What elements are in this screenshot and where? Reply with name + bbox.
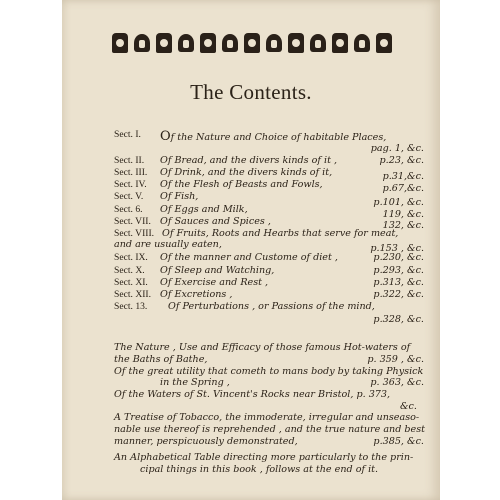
- entry-text: [160, 130, 386, 143]
- entry-text-rest: f the Nature and Choice of habitable Places,: [170, 132, 387, 143]
- entry-text: Of the Flesh of Beasts and Fowls,: [160, 179, 323, 190]
- entry-text: Of Eggs and Milk,: [160, 204, 248, 215]
- page-ref: p.322, &c.: [373, 289, 424, 300]
- page-title: The Contents.: [190, 80, 312, 104]
- ornament-piece: [332, 33, 348, 53]
- entry-text: Of the manner and Custome of diet ,: [160, 252, 338, 263]
- section-label: Sect. IV.: [114, 179, 147, 190]
- entry-text: Of Excretions ,: [160, 289, 233, 300]
- section-label: Sect. III.: [114, 167, 148, 178]
- ornament-piece: [354, 34, 370, 52]
- entry-text: manner, perspicuously demonstrated,: [114, 436, 298, 447]
- entry-text: Of Sauces and Spices ,: [160, 216, 271, 227]
- entry-text: Of the Waters of St. Vincent's Rocks near Bristol, p. 373,: [114, 389, 391, 400]
- entry-text: Of the great utility that cometh to mans body by taking Physick: [114, 366, 424, 377]
- section-label: Sect. IX.: [114, 252, 148, 263]
- section-label: Sect. X.: [114, 265, 145, 276]
- page-ref: p. 359 , &c.: [367, 354, 424, 365]
- section-label: Sect. XI.: [114, 277, 148, 288]
- page-ref: 119, &c.: [382, 209, 424, 220]
- page-ref: p.23, &c.: [379, 155, 424, 166]
- ornament-piece: [178, 34, 194, 52]
- section-label: Sect. II.: [114, 155, 145, 166]
- entry-text: Of Bread, and the divers kinds of it ,: [160, 155, 338, 166]
- section-label: Sect. XII.: [114, 289, 152, 300]
- section-label: Sect. 13.: [114, 301, 148, 312]
- section-label: Sect. VIII.: [114, 228, 155, 239]
- ornament-piece: [156, 33, 172, 53]
- page-ref: p.328, &c.: [373, 314, 424, 325]
- section-label: Sect. VII.: [114, 216, 151, 227]
- entry-text: A Treatise of Tobacco, the immoderate, irregular and unseaso-: [114, 412, 420, 423]
- entry-text: Of Exercise and Rest ,: [160, 277, 269, 288]
- entry-text: in the Spring ,: [160, 377, 230, 388]
- page-ref: p.67,&c.: [382, 183, 424, 194]
- section-label: Sect. V.: [114, 191, 144, 202]
- printers-ornament: [112, 28, 392, 58]
- entry-text: Of Drink, and the divers kinds of it,: [160, 167, 333, 178]
- entry-text: The Nature , Use and Efficacy of those famous Hot-waters of: [114, 342, 411, 353]
- entry-text: Of Perturbations , or Passions of the mind,: [168, 301, 375, 312]
- entry-text: cipal things in this book , follows at the end of it.: [140, 464, 379, 475]
- entry-text: An Alphabetical Table directing more particularly to the prin-: [114, 452, 414, 463]
- ornament-piece: [310, 34, 326, 52]
- page-ref: p.313, &c.: [373, 277, 424, 288]
- entry-text: nable use thereof is reprehended , and the true nature and best: [114, 424, 426, 435]
- entry-text: Of Fish,: [160, 191, 199, 202]
- ornament-piece: [266, 34, 282, 52]
- page-ref: p.101, &c.: [373, 197, 424, 208]
- entry-text: &c.: [400, 401, 417, 412]
- entry-text: Of Sleep and Watching,: [160, 265, 275, 276]
- entry-text: the Baths of Bathe,: [114, 354, 208, 365]
- page-ref: p.230, &c.: [373, 252, 424, 263]
- entry-text: Of Fruits, Roots and Hearbs that serve for meat,: [162, 228, 399, 239]
- ornament-piece: [134, 34, 150, 52]
- initial-capital: O: [160, 129, 171, 144]
- page-ref: pag. 1, &c.: [370, 143, 424, 154]
- entry-text: and are usually eaten,: [114, 239, 222, 250]
- section-label: Sect. 6.: [114, 204, 143, 215]
- page-ref: p.153 , &c.: [370, 243, 424, 254]
- section-label: Sect. I.: [114, 129, 141, 140]
- page-ref: p. 363, &c.: [370, 377, 424, 388]
- page-ref: p.31,&c.: [382, 171, 424, 182]
- ornament-piece: [376, 33, 392, 53]
- ornament-piece: [200, 33, 216, 53]
- ornament-piece: [112, 33, 128, 53]
- page-ref: p.293, &c.: [373, 265, 424, 276]
- page-ref: 132, &c.: [382, 220, 424, 231]
- ornament-piece: [222, 34, 238, 52]
- ornament-piece: [244, 33, 260, 53]
- page-ref: p.385, &c.: [373, 436, 424, 447]
- ornament-piece: [288, 33, 304, 53]
